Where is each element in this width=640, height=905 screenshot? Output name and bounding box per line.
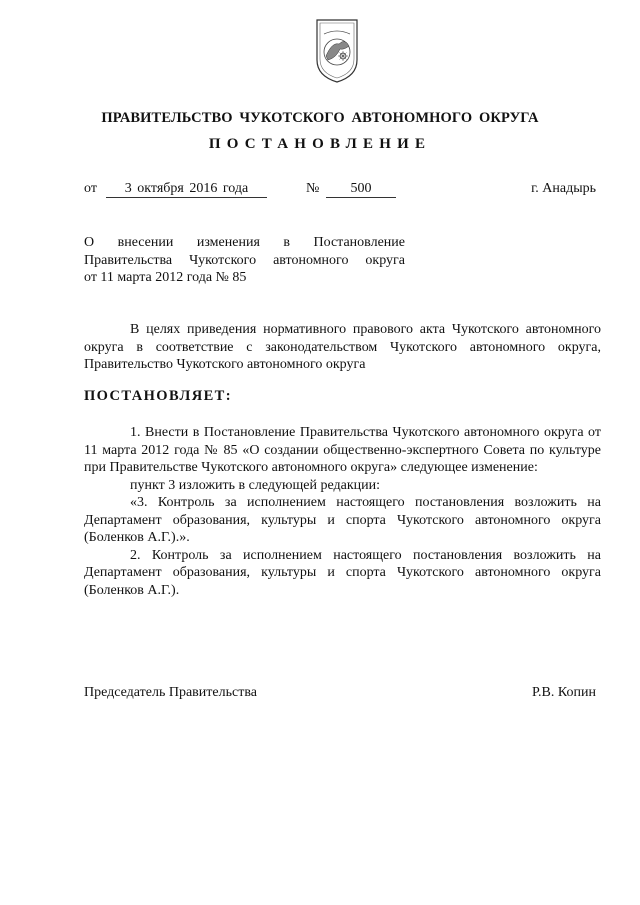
clause-1-instruction: пункт 3 изложить в следующей редакции: — [130, 477, 380, 493]
document-subject — [84, 234, 405, 287]
preamble-text: В целях приведения нормативного правового акта Чукотского автономного округа в соответствие с законодательством Чукотского автономного округа, Правительство Чукотского автономного округа — [84, 322, 601, 372]
decree-clauses — [84, 424, 601, 599]
government-header: ПРАВИТЕЛЬСТВО ЧУКОТСКОГО АВТОНОМНОГО ОКРУГА — [101, 110, 539, 126]
clause-2: 2. Контроль за исполнением настоящего постановления возложить на Департамент образования, культуры и спорта Чукотского автономного округа (Боленков А.Г.). — [84, 547, 601, 598]
clause-1: 1. Внести в Постановление Правительства Чукотского автономного округа от 11 марта 2012 года № 85 «О создании общественно-экспертного Совета по культуре при Правительстве Чукотского автономного округа» следующее изменение: — [84, 425, 601, 475]
document-type-title: ПОСТАНОВЛЕНИЕ — [208, 136, 432, 152]
decree-heading: ПОСТАНОВЛЯЕТ: — [84, 388, 232, 404]
signatory-name: Р.В. Копин — [532, 685, 596, 700]
subject-line: Правительства Чукотского автономного округа — [84, 252, 405, 268]
subject-line: О внесении изменения в Постановление — [84, 235, 405, 250]
document-number: 500 — [326, 181, 396, 198]
preamble-paragraph — [84, 321, 601, 374]
signatory-position: Председатель Правительства — [84, 685, 257, 700]
clause-1-new-text: «3. Контроль за исполнением настоящего постановления возложить на Департамент образования, культуры и спорта Чукотского автономного округа (Боленков А.Г.).». — [84, 495, 601, 545]
document-date: 3 октября 2016 года — [106, 181, 267, 198]
document-city: г. Анадырь — [531, 181, 596, 196]
subject-line: от 11 марта 2012 года № 85 — [84, 270, 247, 285]
date-prefix: от — [84, 181, 97, 196]
coat-of-arms-emblem — [312, 16, 362, 84]
number-sign: № — [306, 181, 320, 196]
